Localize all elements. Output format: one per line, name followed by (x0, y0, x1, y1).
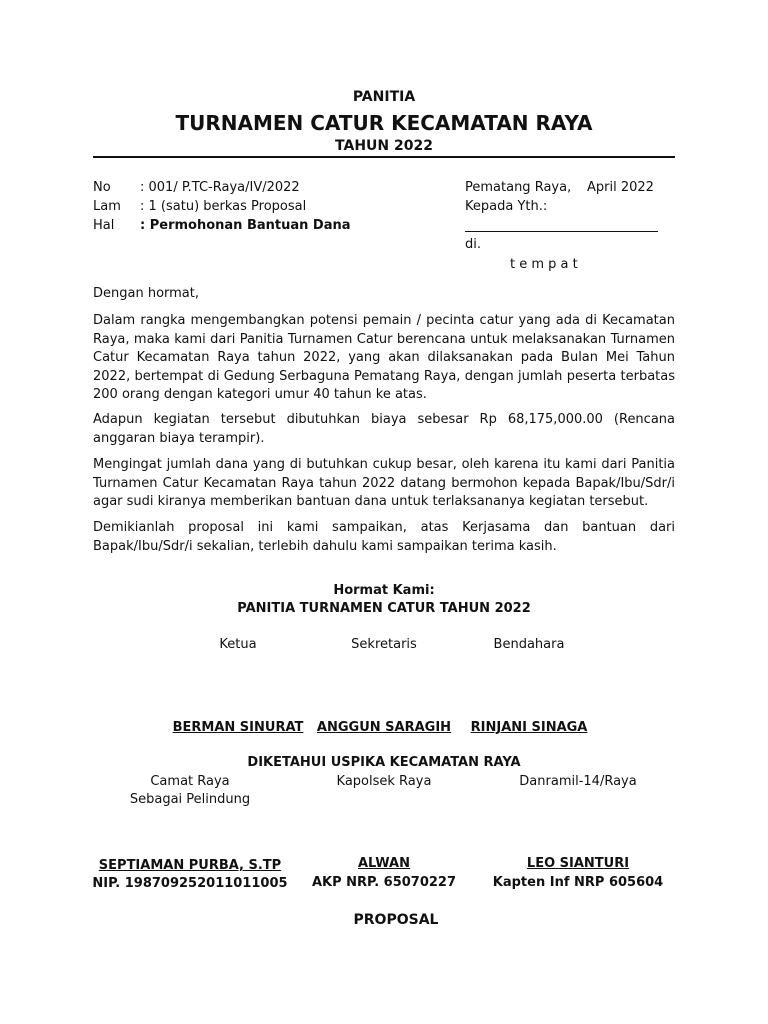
ack-kapolsek-name: ALWAN (357, 856, 411, 871)
ack-role-camat: Camat Raya (150, 774, 230, 789)
role-ketua: Ketua (219, 637, 257, 652)
closing-committee: PANITIA TURNAMEN CATUR TAHUN 2022 (237, 601, 531, 616)
recipient-di: di. (465, 237, 481, 252)
recipient-blank-line (465, 231, 658, 232)
ack-role-camat-sub: Sebagai Pelindung (129, 792, 251, 807)
recipient-to: Kepada Yth.: (465, 199, 548, 214)
meta-no-value: : 001/ P.TC-Raya/IV/2022 (140, 180, 300, 195)
body-paragraph-2: Adapun kegiatan tersebut dibutuhkan biaya sebesar Rp 68,175,000.00 (Rencana anggaran biaya terampir). (93, 412, 675, 446)
ack-camat-name: SEPTIAMAN PURBA, S.TP (98, 858, 282, 873)
ack-danramil-name: LEO SIANTURI (526, 856, 630, 871)
body-paragraph-1: Dalam rangka mengembangkan potensi pemain / pecinta catur yang ada di Kecamatan Raya, maka kami dari Panitia Turnamen Catur berencana untuk melaksanakan Turnamen Catur Kecamatan Raya tahun 2022, yang akan dilaksanakan pada Bulan Mei Tahun 2022, bertempat di Gedung Serbaguna Pematang Raya, dengan jumlah peserta terbatas 200 orang dengan kategori umur 40 tahun ke atas. (93, 313, 675, 402)
body-paragraph-4: Demikianlah proposal ini kami sampaikan, atas Kerjasama dan bantuan dari Bapak/Ibu/Sdr/i sekalian, terlebih dahulu kami sampaikan terima kasih. (93, 520, 675, 554)
letter-date: April 2022 (587, 180, 654, 195)
signatory-bendahara-name: RINJANI SINAGA (470, 720, 588, 735)
footer-proposal-label: PROPOSAL (353, 912, 439, 928)
acknowledged-title: DIKETAHUI USPIKA KECAMATAN RAYA (247, 755, 521, 770)
meta-lam-label: Lam (93, 199, 121, 214)
meta-lam-value: : 1 (satu) berkas Proposal (140, 199, 307, 214)
signatory-sekretaris-name: ANGGUN SARAGIH (316, 720, 452, 735)
role-bendahara: Bendahara (493, 637, 565, 652)
recipient-tempat: t e m p a t (510, 257, 578, 272)
body-paragraph-3: Mengingat jumlah dana yang di butuhkan cukup besar, oleh karena itu kami dari Panitia Turnamen Catur Kecamatan Raya tahun 2022 datang bermohon kepada Bapak/Ibu/Sdr/i agar sudi kiranya memberikan bantuan dana untuk terlaksananya kegiatan tersebut. (93, 457, 675, 509)
letter-place: Pematang Raya, (465, 180, 572, 195)
ack-role-danramil: Danramil-14/Raya (519, 774, 637, 789)
header-divider (93, 156, 675, 158)
ack-danramil-id: Kapten Inf NRP 605604 (492, 875, 664, 890)
role-sekretaris: Sekretaris (351, 637, 417, 652)
meta-no-label: No (93, 180, 111, 195)
document-title: TURNAMEN CATUR KECAMATAN RAYA (175, 111, 593, 135)
closing-regards: Hormat Kami: (333, 583, 435, 598)
ack-role-kapolsek: Kapolsek Raya (336, 774, 432, 789)
greeting: Dengan hormat, (93, 286, 200, 301)
meta-hal-value: : Permohonan Bantuan Dana (140, 218, 351, 233)
ack-kapolsek-id: AKP NRP. 65070227 (311, 875, 457, 890)
signatory-ketua-name: BERMAN SINURAT (172, 720, 304, 735)
ack-camat-id: NIP. 198709252011011005 (92, 876, 288, 891)
header-committee: PANITIA (352, 89, 416, 105)
meta-hal-label: Hal (93, 218, 115, 233)
header-year: TAHUN 2022 (335, 138, 433, 154)
